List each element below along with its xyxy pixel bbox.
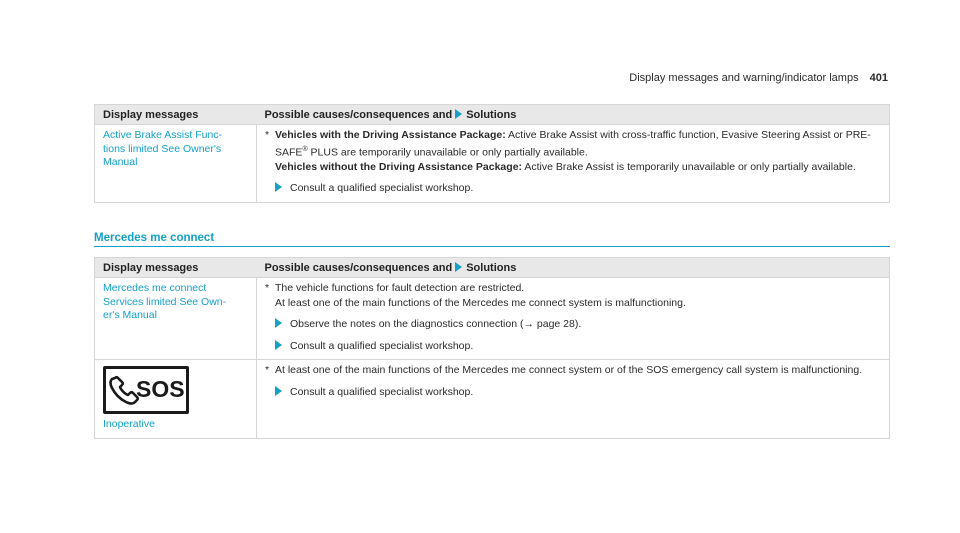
cause-line: The vehicle functions for fault detection are restricted. [275,282,525,294]
col-header-display-messages: Display messages [95,258,257,278]
cause-item [265,364,881,378]
solution-step [265,182,881,196]
col-header-causes [257,105,890,125]
running-title: Display messages and warning/indicator lamps [629,72,859,84]
solution-arrow-icon [275,386,282,396]
solution-text: Consult a qualified specialist workshop. [290,385,474,398]
table-row [95,360,890,439]
solution-arrow-icon [275,182,282,192]
solution-step [265,318,881,332]
cause-paragraph-with-package [275,129,881,160]
solution-text: Consult a qualified specialist workshop. [290,182,474,194]
sos-icon-label: SOS [136,376,185,402]
col-header-causes-text: Possible causes/consequences and [264,109,453,121]
solution-step [265,386,881,400]
display-message-text: Inoperative [103,418,155,430]
causes-cell [257,125,890,203]
without-package-label: Vehicles without the Driving Assistance Package: [275,160,523,173]
solution-text: Consult a qualified specialist workshop. [290,339,474,352]
solution-text: Observe the notes on the diagnostics connection (→ page 28). [290,318,582,330]
display-message: Active Brake Assist Func- tions limited See Owner's Manual [95,125,257,203]
solution-arrow-icon [455,262,462,272]
display-message: Mercedes me connect Services limited See Own- er's Manual [95,278,257,360]
asterisk-marker: * [265,364,270,376]
without-package-text: Active Brake Assist is temporarily unavailable or only partially available. [522,160,856,173]
cause-line: At least one of the main functions of the Mercedes me connect system or of the SOS emergency call system is malfunctioning. [275,364,863,376]
page-number: 401 [869,72,888,84]
causes-cell [257,360,890,439]
solution-step [265,340,881,354]
sos-phone-icon [103,366,189,414]
table-row [95,278,890,360]
solution-arrow-icon [455,109,462,119]
running-head [629,72,888,84]
asterisk-marker: * [265,129,270,141]
registered-mark: ® [302,145,308,153]
cause-line: At least one of the main functions of the Mercedes me connect system is malfunctioning. [275,296,686,309]
col-header-causes-text: Possible causes/consequences and [264,262,453,274]
col-header-causes [257,258,890,278]
table-row [95,125,890,203]
section-title: Mercedes me connect [94,232,215,244]
col-header-solutions-text: Solutions [466,262,517,274]
causes-cell [257,278,890,360]
cause-item [265,129,881,174]
table-header-row [95,105,890,125]
col-header-display-messages: Display messages [95,105,257,125]
with-package-text-end: PLUS are temporarily unavailable or only partially available. [307,146,588,158]
with-package-text: Active Brake Assist with cross-traffic function, Evasive Steering Assist or PRE-SAFE [275,129,871,158]
asterisk-marker: * [265,282,270,294]
messages-table-mercedes-me [94,257,890,439]
cause-item [265,282,881,310]
solution-arrow-icon [275,340,282,350]
with-package-label: Vehicles with the Driving Assistance Package: [275,129,506,141]
display-message [95,360,257,439]
cause-paragraph-without-package [275,161,881,175]
col-header-solutions-text: Solutions [466,109,517,121]
table-header-row [95,258,890,278]
section-divider [94,246,890,247]
solution-arrow-icon [275,318,282,328]
messages-table-brake-assist [94,104,890,203]
